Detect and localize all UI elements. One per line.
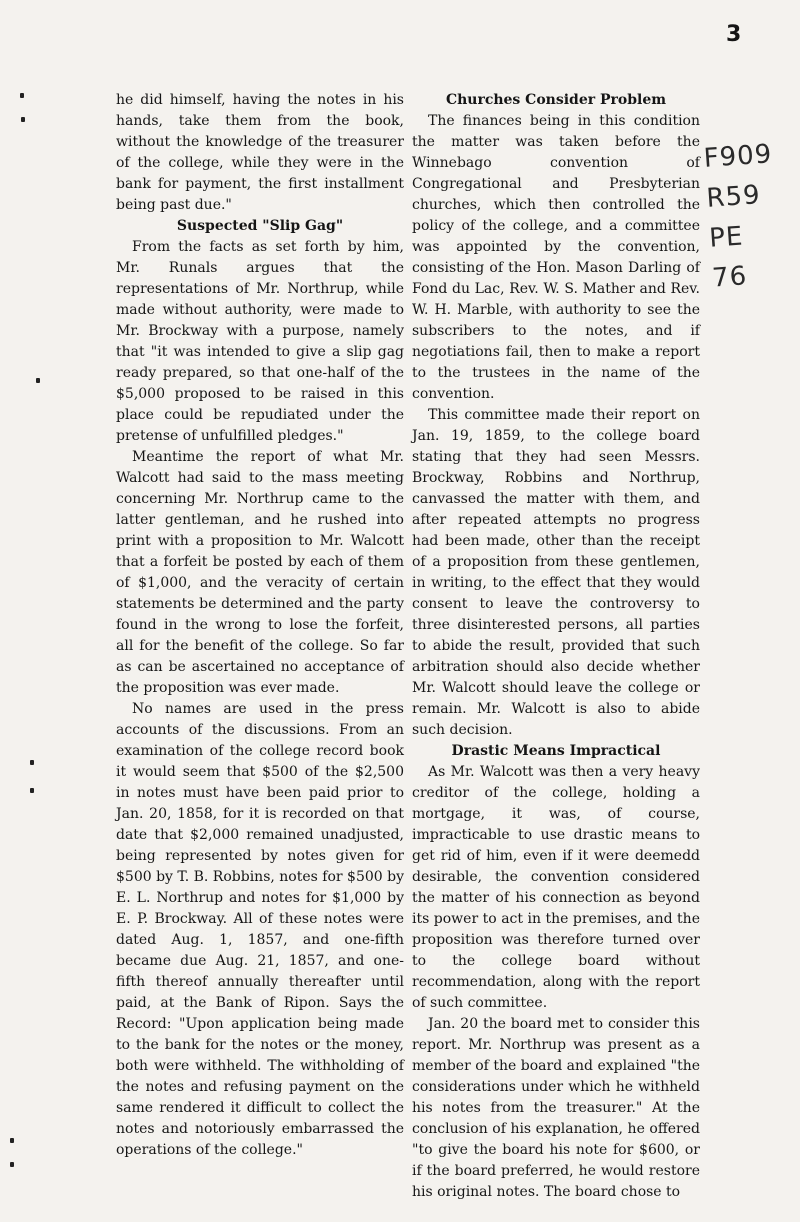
right-column — [412, 90, 700, 1203]
margin-mark — [30, 760, 34, 765]
section-heading: Drastic Means Impractical — [451, 743, 661, 759]
paragraph: Jan. 20 the board met to consider this report. Mr. Northrup was present as a member of the board and explained "the considerations under which he withheld his notes from the treasurer." At the conclusion of his explanation, he offered "to give the board his note for $600, or if the board preferred, he would restore his original notes. The board chose to — [412, 1016, 700, 1200]
paragraph: No names are used in the press accounts of the discussions. From an examination of the college record book it would seem that $500 of the $2,500 in notes must have been paid prior to Jan. 20, 1858, for it is recorded on that date that $2,000 remained unadjusted, being represented by notes given for $500 by T. B. Robbins, notes for $500 by E. L. Northrup and notes for $1,000 by E. P. Brockway. All of these notes were dated Aug. 1, 1857, and one-fifth became due Aug. 21, 1857, and one-fifth thereof annually thereafter until paid, at the Bank of Ripon. Says the Record: "Upon application being made to the bank for the notes or the money, both were withheld. The withholding of the notes and refusing payment on the same rendered it difficult to collect the notes and notoriously embarrassed the operations of the college." — [116, 701, 404, 1158]
margin-mark — [21, 117, 25, 122]
paragraph: This committee made their report on Jan. 19, 1859, to the college board stating that they had seen Messrs. Brockway, Robbins and Northrup, canvassed the matter with them, and after repeated attempts no progress had been made, other than the receipt of a proposition from these gentlemen, in writing, to the effect that they would consent to leave the controversy to three disinterested persons, all parties to abide the result, provided that such arbitration should also decide whether Mr. Walcott should leave the college or remain. Mr. Walcott is also to abide such decision. — [412, 407, 700, 738]
left-column — [116, 90, 404, 1161]
margin-note-line: F909 — [702, 139, 774, 174]
margin-note-line: R59 — [705, 180, 762, 214]
margin-mark — [30, 788, 34, 793]
paragraph: The finances being in this condition the matter was taken before the Winnebago convention of Congregational and Presbyterian churches, which then controlled the policy of the college, and a committee was appointed by the convention, consisting of the Hon. Mason Darling of Fond du Lac, Rev. W. S. Mather and Rev. W. H. Marble, with authority to see the subscribers to the notes, and if negotiations fail, then to make a report to the trustees in the name of the convention. — [412, 113, 700, 402]
margin-mark — [36, 378, 40, 383]
paragraph: he did himself, having the notes in his hands, take them from the book, without the knowledge of the treasurer of the college, while they were in the bank for payment, the first installment being past due." — [116, 92, 404, 213]
handwritten-margin-note — [703, 135, 794, 300]
paragraph: Meantime the report of what Mr. Walcott had said to the mass meeting concerning Mr. Northrup came to the latter gentleman, and he rushed into print with a proposition to Mr. Walcott that a forfeit be posted by each of them of $1,000, and the veracity of certain statements be determined and the party found in the wrong to lose the forfeit, all for the benefit of the college. So far as can be ascertained no acceptance of the proposition was ever made. — [116, 449, 404, 696]
margin-mark — [10, 1162, 14, 1167]
margin-mark — [20, 93, 24, 98]
section-heading: Suspected "Slip Gag" — [176, 218, 344, 234]
section-heading: Churches Consider Problem — [445, 92, 667, 108]
margin-mark — [10, 1138, 14, 1143]
margin-note-line: 76 — [711, 261, 749, 294]
page-number: 3 — [726, 22, 742, 47]
margin-note-line: PE — [708, 221, 745, 254]
paragraph: From the facts as set forth by him, Mr. Runals argues that the representations of Mr. Northrup, while made without authority, were made to Mr. Brockway with a purpose, namely that "it was intended to give a slip gag ready prepared, so that one-half of the $5,000 proposed to be raised in this place could be repudiated under the pretense of unfulfilled pledges." — [116, 239, 404, 444]
paragraph: As Mr. Walcott was then a very heavy creditor of the college, holding a mortgage, it was, of course, impracticable to use drastic means to get rid of him, even if it were deemedd desirable, the convention considered the matter of his connection as beyond its power to act in the premises, and the proposition was therefore turned over to the college board without recommendation, along with the report of such committee. — [412, 764, 700, 1011]
